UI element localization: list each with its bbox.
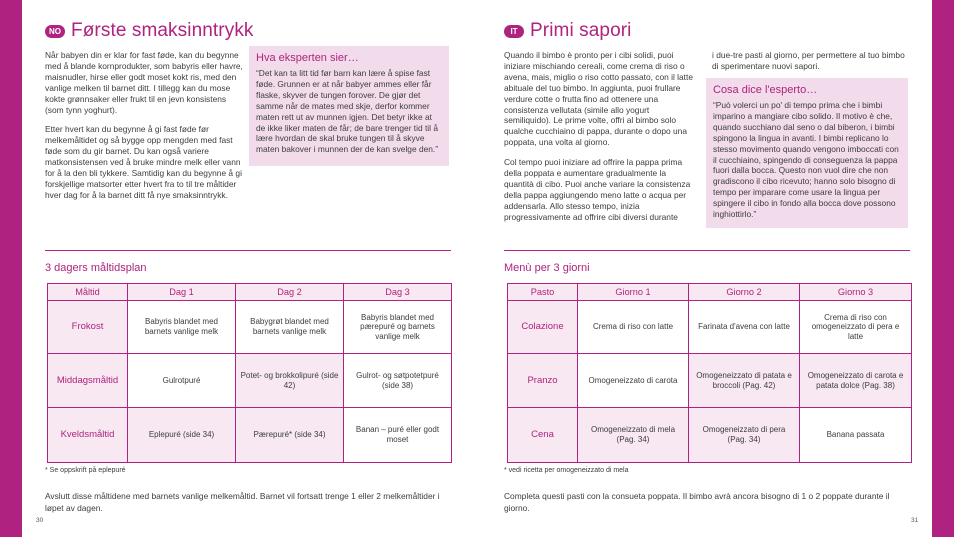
table-cell: Omogeneizzato di carota [578,354,689,408]
intro-paragraph: Quando il bimbo è pronto per i cibi solidi, puoi iniziare mischiando cereali, come crema di riso o avena, mais, miglio o riso cotto passato, con il latte abituale del tuo bimbo. In aggiunta, puoi frullare verdure cotte o frutta fino ad ottenere una consistenza vellutata (simile allo yogurt semiliquido). Le prime volte, offri al bimbo solo qualche cucchiaino di pappa, durante o dopo una poppata, una volta al giorno. [504,50,693,148]
table-cell: Omogeneizzato di carota e patata dolce (Pag. 38) [800,354,912,408]
page-heading [504,20,632,42]
meal-plan-table [507,283,912,463]
table-cell: Babyris blandet med barnets vanlige melk [128,301,236,354]
table-row [48,408,452,463]
table-cell: Omogeneizzato di mela (Pag. 34) [578,408,689,463]
column-header: Giorno 1 [578,284,689,301]
table-cell: Crema di riso con latte [578,301,689,354]
closing-text: Avslutt disse måltidene med barnets vanlige melkemåltid. Barnet vil fortsatt trenge 1 eller 2 melkemåltider i løpet av dagen. [45,491,440,513]
page-title: Første smaksinntrykk [71,20,254,41]
column-header: Giorno 2 [689,284,800,301]
expert-tip-title: Cosa dice l'esperto… [713,84,818,96]
table-footnote: * Se oppskrift på eplepuré [45,467,126,474]
meal-plan-title: Menù per 3 giorni [504,262,590,274]
intro-paragraph: i due-tre pasti al giorno, per permettere al tuo bimbo di sperimentare nuovi sapori. [712,50,905,71]
intro-paragraph: Når babyen din er klar for fast føde, kan du begynne med å blande kornprodukter, som babyris eller havre, maisnudler, hirse eller godt moset kokt ris, med den vanlige melken til barnet ditt. I tillegg kan du mose kokte grønnsaker eller frukt til en jevn konsistens (som tynn yoghurt). [45,50,243,115]
table-cell: Banana passata [800,408,912,463]
column-header: Måltid [48,284,128,301]
meal-name-cell: Colazione [508,301,578,354]
table-cell: Babyris blandet med pærepuré og barnets vanlige melk [344,301,452,354]
meal-plan-table [47,283,452,463]
column-header: Pasto [508,284,578,301]
table-cell: Banan – puré eller godt moset [344,408,452,463]
page-title: Primi sapori [530,20,632,41]
intro-paragraph: Etter hvert kan du begynne å gi fast føde før melkemåltidet og så bygge opp mengden med fast føde som du gir barnet. Du kan også variere matkonsistensen ved å bruke mindre melk eller vann for å la den bli tykkere. Samtidig kan du begynne å gi forskjellige matsorter etter hvert fra to til tre måltider hver dag for å la barnet ditt få nye smaksinntrykk. [45,124,242,200]
table-row [508,354,912,408]
page-heading [45,20,254,42]
meal-name-cell: Pranzo [508,354,578,408]
column-header: Dag 3 [344,284,452,301]
table-header-row [508,284,912,301]
table-cell: Potet- og brokkolipuré (side 42) [236,354,344,408]
table-footnote: * vedi ricetta per omogeneizzato di mela [504,467,629,474]
meal-name-cell: Middagsmåltid [48,354,128,408]
expert-tip-quote: “Det kan ta litt tid før barn kan lære å spise fast føde. Grunnen er at når babyer ammes eller får flaske, skyver de tungen forover. De gjør det samme når de mates med skje, derfor kommer maten rett ut av munnen igjen. Det betyr ikke at de ikke liker maten de får; de bare trenger tid til å lære hvordan de skal bruke tungen til å skyve maten bakover i munnen der de kan svelge den.” [256,68,439,155]
table-header-row [48,284,452,301]
column-header: Dag 1 [128,284,236,301]
table-cell: Gulrotpuré [128,354,236,408]
expert-tip-box [706,78,908,228]
table-cell: Eplepuré (side 34) [128,408,236,463]
table-row [48,354,452,408]
intro-text-column-1 [504,50,696,223]
intro-text-column-2 [712,50,907,72]
expert-tip-quote: “Può volerci un po' di tempo prima che i bimbi imparino a mangiare cibo solido. Il motivo è che, quando succhiano dal seno o dal biberon, i bimbi spingono la lingua in avanti. I bimbi replicano lo stesso movimento quando vengono imboccati con il cucchiaino, spingendo di conseguenza la pappa fuori dalla bocca. Questo non vuol dire che non gradiscono il cibo ricevuto; hanno solo bisogno di tempo per imparare come usare la lingua per spingere il cibo in fondo alla bocca dove possono inghiottirlo.” [713,100,899,220]
intro-text [45,50,245,201]
table-cell: Omogeneizzato di pera (Pag. 34) [689,408,800,463]
column-header: Giorno 3 [800,284,912,301]
language-badge: NO [45,25,65,38]
table-row [48,301,452,354]
meal-plan-title: 3 dagers måltidsplan [45,262,147,274]
table-row [508,301,912,354]
right-edge-stripe [932,0,954,537]
column-header: Dag 2 [236,284,344,301]
page-number: 30 [36,517,44,524]
expert-tip-title: Hva eksperten sier… [256,52,359,64]
closing-text: Completa questi pasti con la consueta poppata. Il bimbo avrà ancora bisogno di 1 o 2 poppate durante il giorno. [504,491,890,513]
meal-name-cell: Frokost [48,301,128,354]
table-cell: Omogeneizzato di patata e broccoli (Pag. 42) [689,354,800,408]
section-divider [45,250,451,251]
expert-tip-box [249,46,449,166]
meal-name-cell: Kveldsmåltid [48,408,128,463]
table-cell: Farinata d'avena con latte [689,301,800,354]
language-badge: IT [504,25,524,38]
table-cell: Babygrøt blandet med barnets vanlige melk [236,301,344,354]
page-number: 31 [911,517,919,524]
page-norwegian [22,0,472,537]
table-row [508,408,912,463]
table-cell: Gulrot- og søtpotetpuré (side 38) [344,354,452,408]
page-italian [482,0,932,537]
section-divider [504,250,910,251]
left-edge-stripe [0,0,22,537]
intro-paragraph: Col tempo puoi iniziare ad offrire la pappa prima della poppata e aumentare gradualmente la quantità di cibo. Puoi anche variare la consistenza della pappa aggiungendo meno latte o acqua per addensarla. Allo stesso tempo, inizia progressivamente ad offrire cibi diversi durante [504,157,691,222]
table-cell: Pærepuré* (side 34) [236,408,344,463]
meal-name-cell: Cena [508,408,578,463]
table-cell: Crema di riso con omogeneizzato di pera e latte [800,301,912,354]
